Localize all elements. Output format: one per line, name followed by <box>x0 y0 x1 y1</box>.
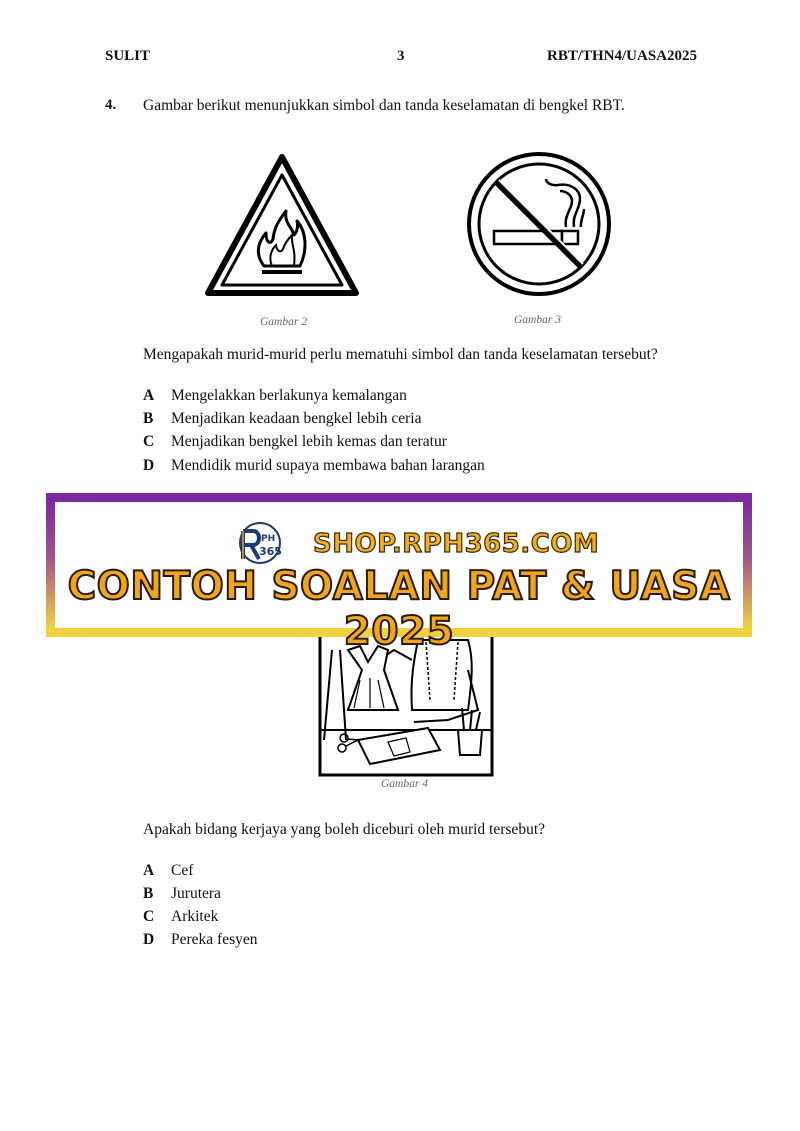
caption-gambar-2: Gambar 2 <box>260 316 307 328</box>
question-text: Gambar berikut menunjukkan simbol dan tanda keselamatan di bengkel RBT. <box>143 97 625 114</box>
logo-text-bottom: 365 <box>259 545 282 558</box>
caption-gambar-4: Gambar 4 <box>381 778 428 790</box>
caption-gambar-3: Gambar 3 <box>514 314 561 326</box>
option-b[interactable] <box>143 885 221 903</box>
question-5-prompt: Apakah bidang kerjaya yang boleh diceburi oleh murid tersebut? <box>143 821 546 838</box>
option-letter: C <box>143 908 155 925</box>
option-text: Cef <box>171 862 194 879</box>
rph365-logo <box>233 521 291 565</box>
option-letter: D <box>143 931 155 948</box>
flammable-warning-icon <box>204 153 360 299</box>
option-text: Mendidik murid supaya membawa bahan larangan <box>171 457 485 474</box>
header-code: RBT/THN4/UASA2025 <box>547 48 698 64</box>
option-letter: C <box>143 433 155 450</box>
option-d[interactable] <box>143 457 485 475</box>
option-text: Menjadikan bengkel lebih kemas dan teratur <box>171 433 447 450</box>
option-text: Pereka fesyen <box>171 931 258 948</box>
option-text: Menjadikan keadaan bengkel lebih ceria <box>171 410 422 427</box>
option-text: Jurutera <box>171 885 221 902</box>
no-smoking-icon <box>466 151 612 297</box>
option-letter: B <box>143 885 154 902</box>
banner-title: CONTOH SOALAN PAT & UASA 2025 <box>67 564 731 654</box>
option-a[interactable] <box>143 862 193 880</box>
logo-text-top: PH <box>261 534 276 544</box>
promo-banner <box>46 493 752 654</box>
shop-url[interactable]: SHOP.RPH365.COM <box>313 529 600 559</box>
option-b[interactable] <box>143 410 421 428</box>
question-number: 4. <box>105 97 117 113</box>
option-c[interactable] <box>143 433 447 451</box>
option-letter: A <box>143 387 155 404</box>
header-left: SULIT <box>105 48 151 64</box>
option-letter: A <box>143 862 155 879</box>
option-text: Arkitek <box>171 908 219 925</box>
page-number: 3 <box>397 48 405 64</box>
question-4-prompt: Mengapakah murid-murid perlu mematuhi simbol dan tanda keselamatan tersebut? <box>143 346 658 363</box>
option-text: Mengelakkan berlakunya kemalangan <box>171 387 407 404</box>
option-letter: B <box>143 410 154 427</box>
option-d[interactable] <box>143 931 258 949</box>
option-c[interactable] <box>143 908 218 926</box>
option-letter: D <box>143 457 155 474</box>
option-a[interactable] <box>143 387 407 405</box>
